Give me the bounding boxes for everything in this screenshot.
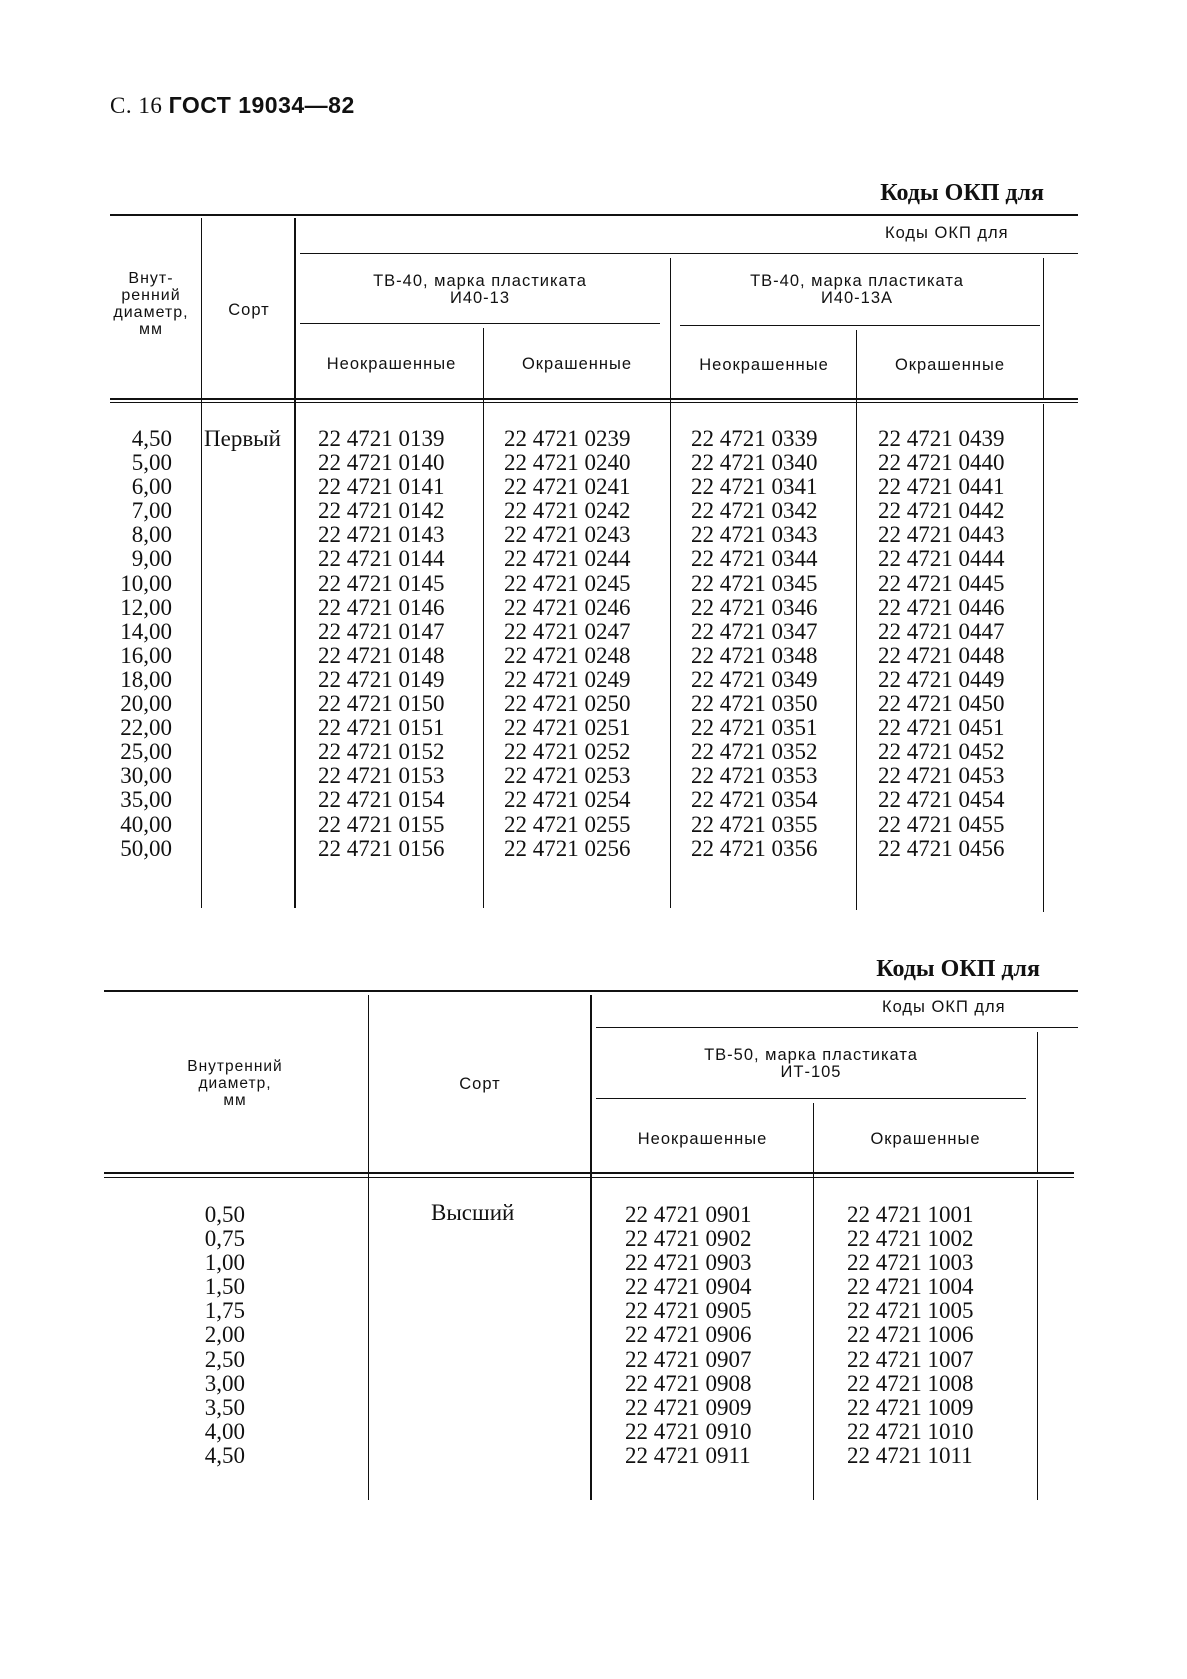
table2-unpainted-label: Неокрашенные (637, 1130, 768, 1148)
table1-code-cell: 22 4721 0353 (691, 763, 818, 789)
gost-number: ГОСТ 19034—82 (168, 92, 355, 118)
table1-g2-unpainted-label: Неокрашенные (699, 356, 829, 374)
table2-code-cell: 22 4721 1007 (847, 1346, 974, 1372)
table2-col-sort: Сорт (459, 1075, 501, 1093)
table2-code-cell: 22 4721 1011 (847, 1442, 973, 1468)
table1-group1-label: ТВ-40, марка пластиката И40-13 (373, 272, 587, 307)
table2-painted-column (847, 1203, 974, 1468)
table1-vline-5 (856, 330, 857, 910)
table1-diameter-cell: 14,00 (120, 618, 172, 644)
table1-code-cell: 22 4721 0142 (318, 498, 445, 524)
table2-code-cell: 22 4721 1004 (847, 1274, 974, 1300)
table1-code-cell: 22 4721 0253 (504, 763, 631, 789)
table1-diameter-cell: 4,50 (131, 426, 172, 451)
table1-code-cell: 22 4721 0346 (691, 594, 818, 620)
table1-code-cell: 22 4721 0348 (691, 642, 818, 668)
table2-diameter-cell: 1,50 (204, 1274, 245, 1300)
table2-group-label: ТВ-50, марка пластиката ИТ-105 (704, 1046, 918, 1081)
table2-code-cell: 22 4721 1010 (847, 1418, 974, 1444)
table1-code-cell: 22 4721 0248 (504, 642, 631, 668)
table1-code-cell: 22 4721 0339 (691, 426, 818, 451)
table2-diameter-cell: 0,75 (204, 1226, 245, 1252)
table2-code-cell: 22 4721 1001 (847, 1202, 974, 1227)
table2-code-cell: 22 4721 1003 (847, 1250, 974, 1276)
table1-vline-6b (1043, 404, 1044, 912)
table1-code-cell: 22 4721 0442 (878, 498, 1005, 524)
table1-code-cell: 22 4721 0344 (691, 546, 818, 572)
table1-code-cell: 22 4721 0246 (504, 594, 631, 620)
table1-diameter-cell: 18,00 (120, 666, 172, 692)
table1-code-cell: 22 4721 0452 (878, 739, 1005, 765)
table1-code-cell: 22 4721 0144 (318, 546, 445, 572)
table1-code-cell: 22 4721 0439 (878, 426, 1005, 451)
table1-diameter-cell: 35,00 (120, 787, 172, 813)
table1-header-rule-2 (110, 402, 1078, 403)
table2-top-rule (104, 990, 1078, 992)
table1-code-cell: 22 4721 0443 (878, 522, 1005, 548)
table2-diameter-column (170, 1203, 245, 1468)
table1-g1-painted-column (504, 427, 631, 861)
table1-code-cell: 22 4721 0151 (318, 715, 445, 741)
table2-code-cell: 22 4721 0902 (625, 1226, 752, 1252)
table2-header-rule-2 (104, 1177, 1074, 1178)
table1-g1-unpainted-label: Неокрашенные (326, 355, 457, 373)
table1-code-cell: 22 4721 0153 (318, 763, 445, 789)
table1-code-cell: 22 4721 0340 (691, 450, 818, 476)
table1-code-cell: 22 4721 0254 (504, 787, 631, 813)
table2-vline-1 (368, 995, 369, 1500)
table2-code-cell: 22 4721 0907 (625, 1346, 752, 1372)
table1-code-cell: 22 4721 0242 (504, 498, 631, 524)
table1-code-cell: 22 4721 0243 (504, 522, 631, 548)
table1-diameter-cell: 30,00 (120, 763, 172, 789)
table1-code-cell: 22 4721 0441 (878, 474, 1005, 500)
table1-diameter-cell: 50,00 (120, 835, 172, 861)
table1-g2-painted-column (878, 427, 1005, 861)
table1-code-cell: 22 4721 0449 (878, 666, 1005, 692)
table2-code-cell: 22 4721 1005 (847, 1298, 974, 1324)
table1-vline-2 (294, 218, 296, 908)
table2-diameter-cell: 4,50 (204, 1442, 245, 1468)
table1-code-cell: 22 4721 0240 (504, 450, 631, 476)
table2-diameter-cell: 4,00 (204, 1418, 245, 1444)
table1-diameter-cell: 9,00 (131, 546, 172, 572)
table1-code-cell: 22 4721 0150 (318, 691, 445, 717)
table2-section-title: Коды ОКП для (876, 956, 1040, 982)
table1-code-cell: 22 4721 0244 (504, 546, 631, 572)
table1-code-cell: 22 4721 0448 (878, 642, 1005, 668)
table1-code-cell: 22 4721 0350 (691, 691, 818, 717)
table2-code-cell: 22 4721 0906 (625, 1322, 752, 1348)
table1-vline-6 (1043, 258, 1044, 398)
table1-col-sort: Сорт (228, 301, 270, 319)
table2-vline-2 (590, 995, 592, 1500)
table1-code-cell: 22 4721 0255 (504, 811, 631, 837)
table1-code-cell: 22 4721 0456 (878, 835, 1005, 861)
table2-code-cell: 22 4721 0909 (625, 1394, 752, 1420)
table2-diameter-cell: 3,00 (204, 1370, 245, 1396)
table2-code-cell: 22 4721 1002 (847, 1226, 974, 1252)
table1-section-title: Коды ОКП для (880, 180, 1044, 206)
table1-code-cell: 22 4721 0250 (504, 691, 631, 717)
table1-code-cell: 22 4721 0450 (878, 691, 1005, 717)
table2-code-cell: 22 4721 1006 (847, 1322, 974, 1348)
table1-code-cell: 22 4721 0145 (318, 570, 445, 596)
table1-diameter-cell: 20,00 (120, 691, 172, 717)
table1-diameter-cell: 8,00 (131, 522, 172, 548)
table1-top-rule (110, 214, 1078, 216)
table1-code-cell: 22 4721 0349 (691, 666, 818, 692)
table2-code-cell: 22 4721 0905 (625, 1298, 752, 1324)
table1-code-cell: 22 4721 0455 (878, 811, 1005, 837)
table1-code-cell: 22 4721 0143 (318, 522, 445, 548)
table1-code-cell: 22 4721 0343 (691, 522, 818, 548)
table1-code-cell: 22 4721 0354 (691, 787, 818, 813)
table1-diameter-cell: 12,00 (120, 594, 172, 620)
table1-diameter-cell: 40,00 (120, 811, 172, 837)
table1-vline-1b (201, 400, 202, 908)
table2-diameter-cell: 2,50 (204, 1346, 245, 1372)
table1-diameter-cell: 25,00 (120, 739, 172, 765)
table1-code-cell: 22 4721 0454 (878, 787, 1005, 813)
table1-vline-3 (483, 328, 484, 908)
table1-diameter-cell: 5,00 (131, 450, 172, 476)
table1-code-cell: 22 4721 0146 (318, 594, 445, 620)
table2-code-cell: 22 4721 0903 (625, 1250, 752, 1276)
table2-code-cell: 22 4721 0910 (625, 1418, 752, 1444)
table1-code-cell: 22 4721 0446 (878, 594, 1005, 620)
table1-code-cell: 22 4721 0149 (318, 666, 445, 692)
table1-code-cell: 22 4721 0445 (878, 570, 1005, 596)
table2-diameter-cell: 1,75 (204, 1298, 245, 1324)
table1-code-cell: 22 4721 0352 (691, 739, 818, 765)
table1-code-cell: 22 4721 0249 (504, 666, 631, 692)
table1-code-cell: 22 4721 0252 (504, 739, 631, 765)
table2-unpainted-column (625, 1203, 752, 1468)
table2-header-rule (104, 1172, 1074, 1174)
table1-code-cell: 22 4721 0351 (691, 715, 818, 741)
table1-code-cell: 22 4721 0440 (878, 450, 1005, 476)
table1-vline-1 (201, 218, 202, 398)
table1-sort-value: Первый (204, 426, 281, 451)
table2-code-cell: 22 4721 0901 (625, 1202, 752, 1227)
table1-code-cell: 22 4721 0139 (318, 426, 445, 451)
table1-diameter-cell: 7,00 (131, 498, 172, 524)
table1-g2-painted-label: Окрашенные (894, 356, 1006, 374)
table2-painted-label: Окрашенные (870, 1130, 981, 1148)
table2-group-rule (596, 1098, 1026, 1099)
table2-diameter-cell: 1,00 (204, 1250, 245, 1276)
page-header (110, 92, 355, 119)
table1-code-cell: 22 4721 0141 (318, 474, 445, 500)
page-number: С. 16 (110, 93, 163, 118)
table1-header-rule (110, 398, 1078, 400)
table2-col-diameter: Внутренний диаметр, мм (187, 1058, 283, 1109)
table1-col-diameter: Внут- ренний диаметр, мм (113, 270, 189, 338)
table2-code-cell: 22 4721 1009 (847, 1394, 974, 1420)
table1-code-cell: 22 4721 0453 (878, 763, 1005, 789)
table1-code-cell: 22 4721 0347 (691, 618, 818, 644)
table1-code-cell: 22 4721 0140 (318, 450, 445, 476)
table1-code-cell: 22 4721 0152 (318, 739, 445, 765)
table1-group2-label: ТВ-40, марка пластиката И40-13А (750, 272, 964, 307)
table1-code-cell: 22 4721 0341 (691, 474, 818, 500)
table1-code-cell: 22 4721 0356 (691, 835, 818, 861)
table2-vline-4 (1037, 1032, 1038, 1172)
table1-code-cell: 22 4721 0447 (878, 618, 1005, 644)
table1-code-cell: 22 4721 0256 (504, 835, 631, 861)
table1-diameter-cell: 10,00 (120, 570, 172, 596)
table2-code-cell: 22 4721 0908 (625, 1370, 752, 1396)
table1-g2-unpainted-column (691, 427, 818, 861)
table1-code-cell: 22 4721 0148 (318, 642, 445, 668)
table2-vline-3 (813, 1103, 814, 1500)
table2-sort-value: Высший (431, 1200, 515, 1225)
table1-code-cell: 22 4721 0444 (878, 546, 1005, 572)
table1-vline-4 (670, 258, 671, 908)
table1-code-cell: 22 4721 0147 (318, 618, 445, 644)
table2-code-cell: 22 4721 1008 (847, 1370, 974, 1396)
table2-code-cell: 22 4721 0911 (625, 1442, 751, 1468)
table1-code-cell: 22 4721 0345 (691, 570, 818, 596)
table1-g1-painted-label: Окрашенные (521, 355, 633, 373)
table1-diameter-cell: 6,00 (131, 474, 172, 500)
table1-diameter-cell: 16,00 (120, 642, 172, 668)
table1-code-cell: 22 4721 0251 (504, 715, 631, 741)
table1-code-cell: 22 4721 0342 (691, 498, 818, 524)
table2-diameter-cell: 2,00 (204, 1322, 245, 1348)
table1-group1-rule (300, 323, 660, 324)
table1-code-cell: 22 4721 0155 (318, 811, 445, 837)
table2-diameter-cell: 0,50 (204, 1202, 245, 1227)
table1-code-cell: 22 4721 0156 (318, 835, 445, 861)
table1-code-cell: 22 4721 0239 (504, 426, 631, 451)
table1-code-cell: 22 4721 0355 (691, 811, 818, 837)
table2-diameter-cell: 3,50 (204, 1394, 245, 1420)
table1-diameter-cell: 22,00 (120, 715, 172, 741)
table1-code-cell: 22 4721 0451 (878, 715, 1005, 741)
table1-g1-unpainted-column (318, 427, 445, 861)
table1-caption-rule (300, 253, 1078, 254)
table1-code-cell: 22 4721 0154 (318, 787, 445, 813)
table1-code-cell: 22 4721 0241 (504, 474, 631, 500)
table2-header-caption: Коды ОКП для (882, 998, 1006, 1016)
table1-header-caption: Коды ОКП для (885, 224, 1009, 242)
table2-caption-rule (596, 1027, 1078, 1028)
table2-code-cell: 22 4721 0904 (625, 1274, 752, 1300)
table1-diameter-column (100, 427, 172, 861)
table1-code-cell: 22 4721 0247 (504, 618, 631, 644)
table2-vline-4b (1037, 1180, 1038, 1500)
table1-group2-rule (680, 325, 1040, 326)
table1-code-cell: 22 4721 0245 (504, 570, 631, 596)
